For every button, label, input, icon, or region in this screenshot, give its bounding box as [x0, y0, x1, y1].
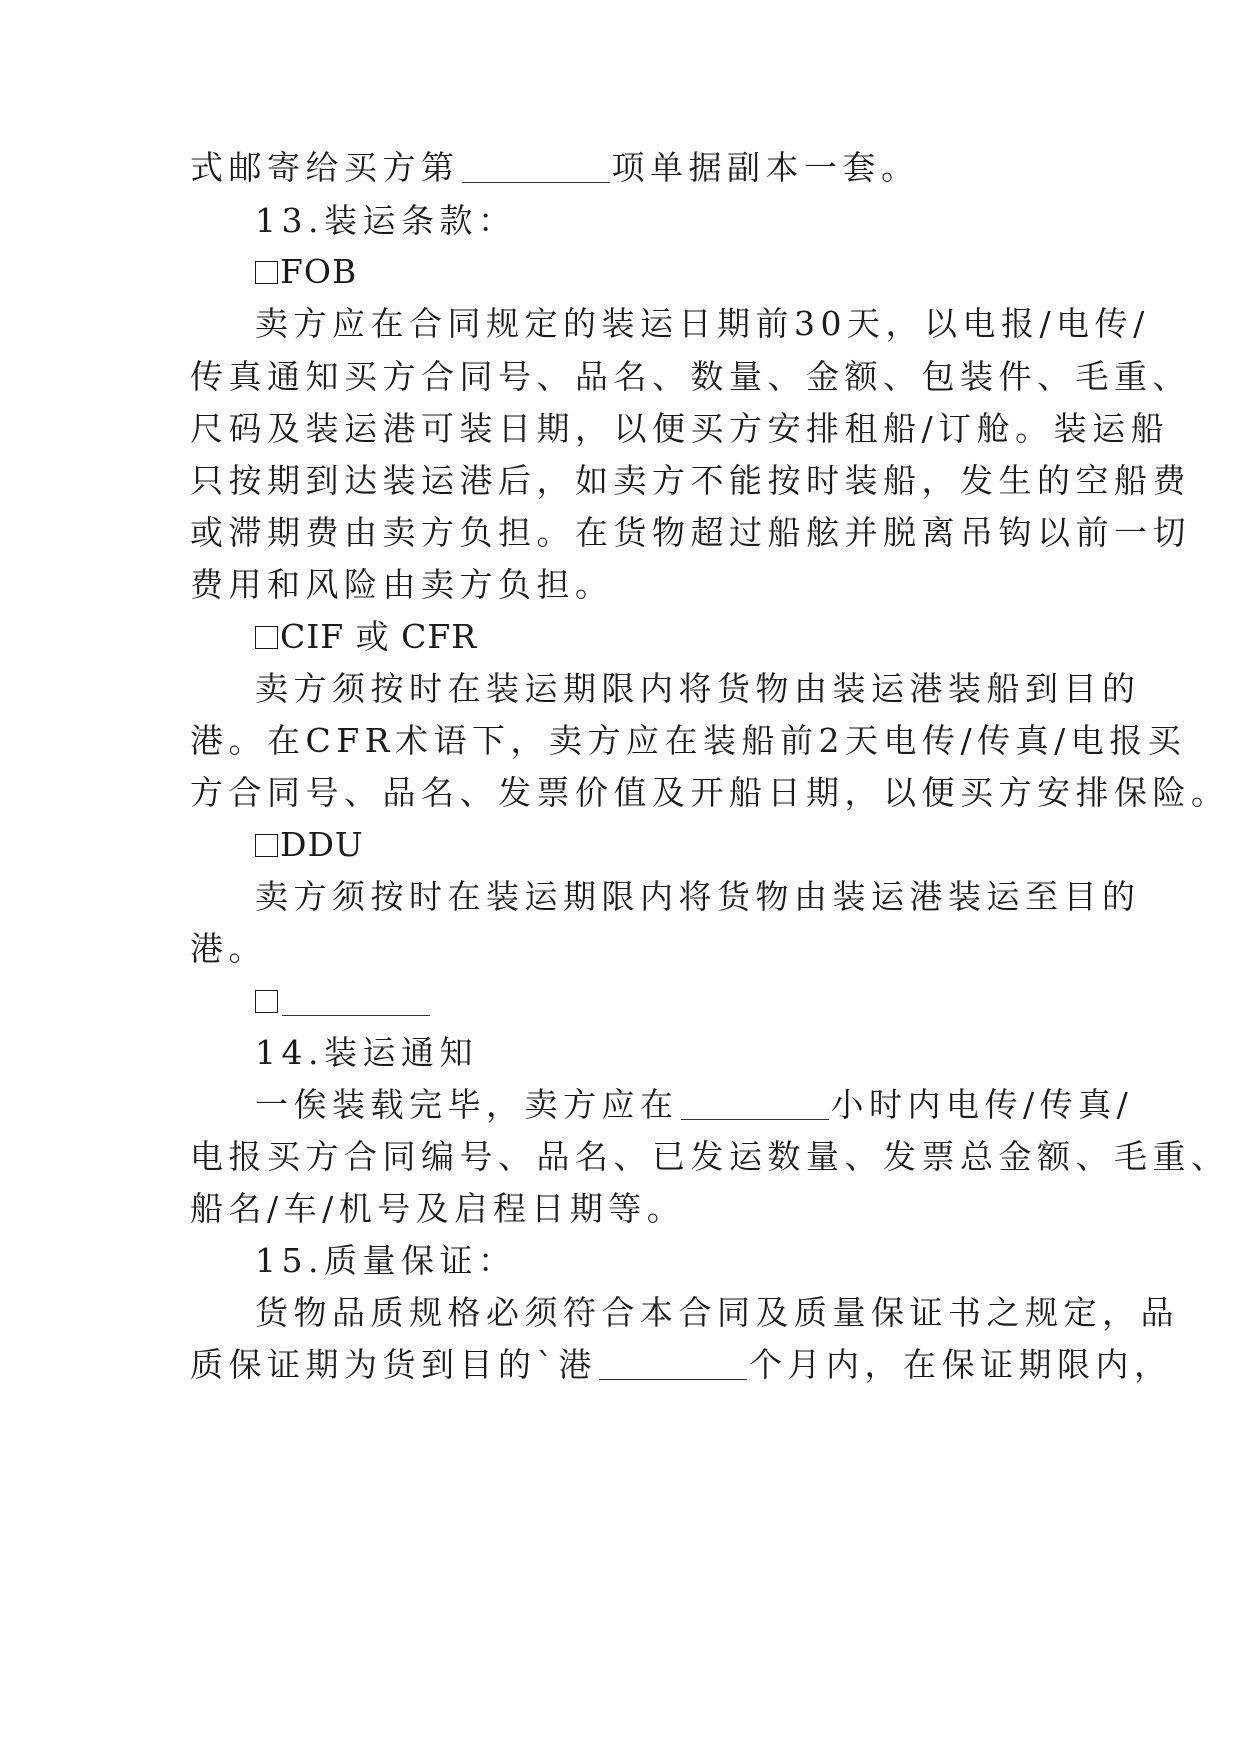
paragraph-line [0, 508, 1241, 558]
option-label: CIF 或 CFR [280, 617, 478, 656]
text-segment: 港。在CFR术语下，卖方应在装船前2天电传/传真/电报买 [190, 721, 1187, 760]
paragraph-line [0, 456, 1241, 506]
heading-text: 14.装运通知 [255, 1033, 478, 1072]
paragraph-line [0, 143, 1241, 193]
text-segment: 卖方应在合同规定的装运日期前30天，以电报/电传/ [255, 304, 1150, 343]
paragraph-line [0, 1132, 1241, 1182]
option-ddu[interactable] [0, 820, 1241, 870]
paragraph-line [0, 872, 1241, 922]
text-segment: 或滞期费由卖方负担。在货物超过船舷并脱离吊钩以前一切 [190, 513, 1191, 552]
text-segment: 一俟装载完毕，卖方应在 [255, 1085, 679, 1124]
text-segment: 尺码及装运港可装日期，以便买方安排租船/订舱。装运船 [190, 409, 1170, 448]
paragraph-line [0, 560, 1241, 610]
paragraph-line [0, 716, 1241, 766]
checkbox-fob[interactable] [255, 261, 278, 284]
paragraph-line [0, 1080, 1241, 1130]
fill-in-blank[interactable] [599, 1347, 747, 1380]
heading-text: 13.装运条款： [255, 201, 517, 240]
option-label: DDU [280, 825, 364, 864]
option-fob[interactable] [0, 247, 1241, 297]
paragraph-line [0, 924, 1241, 974]
section-heading-13 [0, 196, 1241, 246]
text-segment: 只按期到达装运港后，如卖方不能按时装船，发生的空船费 [190, 461, 1191, 500]
fill-in-blank[interactable] [681, 1087, 829, 1120]
fill-in-blank[interactable] [462, 150, 610, 183]
option-other[interactable] [0, 976, 1241, 1026]
fill-in-blank[interactable] [282, 983, 430, 1016]
text-segment: 质保证期为货到目的`港 [190, 1345, 597, 1384]
checkbox-cif-cfr[interactable] [255, 626, 278, 649]
text-segment: 方合同号、品名、发票价值及开船日期，以便买方安排保险。 [190, 773, 1230, 812]
section-heading-14 [0, 1028, 1241, 1078]
option-cif-cfr[interactable] [0, 612, 1241, 662]
paragraph-line [0, 1288, 1241, 1338]
paragraph-line [0, 1340, 1241, 1390]
paragraph-line [0, 299, 1241, 349]
text-segment: 船名/车/机号及启程日期等。 [190, 1189, 686, 1228]
paragraph-line [0, 352, 1241, 402]
text-segment: 个月内，在保证期限内， [749, 1345, 1173, 1384]
paragraph-line [0, 404, 1241, 454]
paragraph-line [0, 768, 1241, 818]
text-segment: 传真通知买方合同号、品名、数量、金额、包装件、毛重、 [190, 357, 1191, 396]
text-segment: 电报买方合同编号、品名、已发运数量、发票总金额、毛重、 [190, 1137, 1230, 1176]
text-segment: 费用和风险由卖方负担。 [190, 565, 614, 604]
text-segment: 港。 [190, 929, 267, 968]
text-segment: 小时内电传/传真/ [830, 1085, 1134, 1124]
checkbox-ddu[interactable] [255, 834, 278, 857]
paragraph-line [0, 664, 1241, 714]
text-segment: 式邮寄给买方第 [190, 148, 460, 187]
checkbox-other[interactable] [255, 990, 278, 1013]
text-segment: 项单据副本一套。 [611, 148, 920, 187]
text-segment: 卖方须按时在装运期限内将货物由装运港装船到目的 [255, 669, 1141, 708]
option-label: FOB [280, 252, 358, 291]
text-segment: 卖方须按时在装运期限内将货物由装运港装运至目的 [255, 877, 1141, 916]
paragraph-line [0, 1184, 1241, 1234]
section-heading-15 [0, 1236, 1241, 1286]
text-segment: 货物品质规格必须符合本合同及质量保证书之规定，品 [255, 1293, 1179, 1332]
heading-text: 15.质量保证： [255, 1241, 517, 1280]
